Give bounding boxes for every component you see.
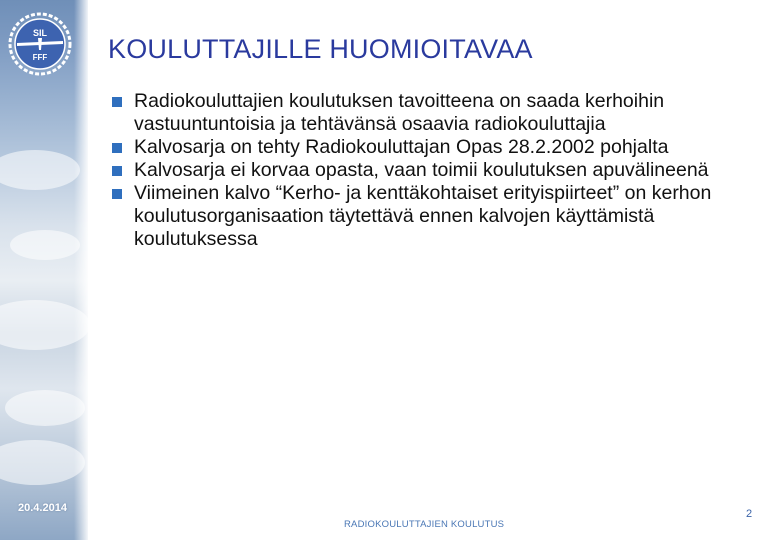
square-bullet-icon <box>112 189 122 199</box>
logo-bottom-text: FFF <box>32 53 48 62</box>
bullet-text: Viimeinen kalvo “Kerho- ja kenttäkohtaiset erityispiirteet” on kerhon koulutusorganisaation täytettävä ennen kalvojen käyttämistä koulutuksessa <box>134 182 712 250</box>
sky-sidebar <box>0 0 88 540</box>
bullet-item <box>112 182 752 251</box>
slide-footer: RADIOKOULUTTAJIEN KOULUTUS <box>344 519 505 530</box>
bullet-text: Kalvosarja ei korvaa opasta, vaan toimii koulutuksen apuvälineenä <box>134 159 709 181</box>
bullet-item <box>112 159 752 182</box>
bullet-text: Kalvosarja on tehty Radiokouluttajan Opas 28.2.2002 pohjalta <box>134 136 669 158</box>
bullet-text: Radiokouluttajien koulutuksen tavoitteena on saada kerhoihin vastuuntuntoisia ja tehtävänsä osaavia radiokouluttajia <box>134 90 665 135</box>
sil-fff-logo <box>8 12 72 76</box>
square-bullet-icon <box>112 166 122 176</box>
slide-title: KOULUTTAJILLE HUOMIOITAVAA <box>108 34 533 64</box>
cloud-shape <box>0 150 80 190</box>
cloud-shape <box>0 440 85 485</box>
logo-top-text: SIL <box>32 28 48 38</box>
cloud-shape <box>5 390 85 426</box>
bullet-item <box>112 136 752 159</box>
square-bullet-icon <box>112 97 122 107</box>
cloud-shape <box>10 230 80 260</box>
slide-date: 20.4.2014 <box>18 502 67 514</box>
cloud-shape <box>0 300 88 350</box>
bullet-item <box>112 90 752 136</box>
glider-emblem-icon <box>10 14 70 74</box>
bullet-list <box>112 90 752 251</box>
square-bullet-icon <box>112 143 122 153</box>
page-number: 2 <box>746 508 753 520</box>
